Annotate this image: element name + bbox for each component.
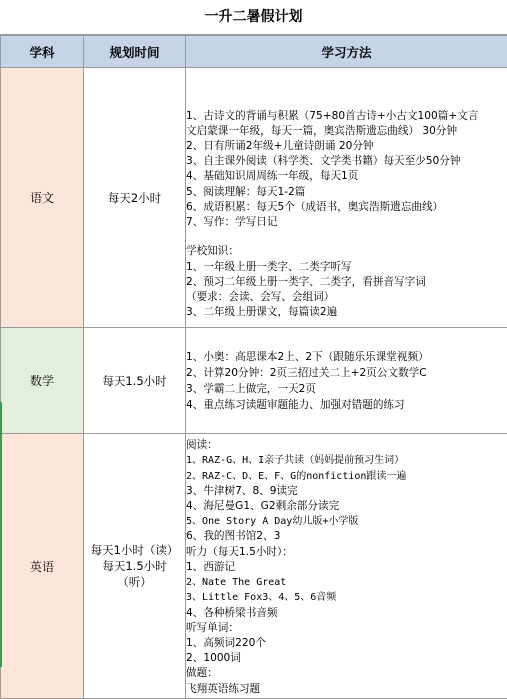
method-line: 1、西游记 [186, 560, 507, 575]
header-method: 学习方法 [186, 36, 507, 68]
time-cell: 每天2小时 [84, 68, 186, 328]
method-line: 阅读： [186, 438, 507, 453]
header-subject: 学科 [1, 36, 84, 68]
method-line: 2、计算20分钟：2页三招过关二上+2页公文数学C [186, 365, 507, 381]
method-line: 2、1000词 [186, 651, 507, 666]
method-line: 6、成语积累：每天5个（成语书，奥宾浩斯遗忘曲线） [186, 200, 507, 215]
header-row [1, 36, 507, 68]
method-line: 1、小奥：高思课本2上、2下（跟随乐乐课堂视频） [186, 349, 507, 365]
subject-cell: 英语 [1, 434, 84, 699]
method-line: 听力（每天1.5小时）： [186, 545, 507, 560]
method-line: 3、Little Fox3、4、5、6音频 [186, 590, 507, 605]
time-cell [84, 434, 186, 699]
method-line: 做题： [186, 666, 507, 681]
subject-cell: 语文 [1, 68, 84, 328]
header-time: 规划时间 [84, 36, 186, 68]
method-line: 7、写作：学写日记 [186, 215, 507, 230]
time-cell: 每天1.5小时 [84, 328, 186, 434]
method-cell [186, 68, 507, 328]
table-row-english [1, 434, 507, 699]
table-row-math [1, 328, 507, 434]
sheet-title: 一升二暑假计划 [0, 0, 507, 35]
selection-edge [0, 402, 2, 667]
method-line: 4、基础知识周周练一年级，每天1页 [186, 169, 507, 184]
method-line: 2、Nate The Great [186, 575, 507, 590]
subject-cell: 数学 [1, 328, 84, 434]
method-line: 3、二年级上册课文，每篇读2遍 [186, 305, 507, 320]
method-line: 听写单词： [186, 621, 507, 636]
method-cell [186, 434, 507, 699]
method-line: 5、阅读理解：每天1-2篇 [186, 185, 507, 200]
method-line: 2、预习二年级上册一类字、二类字，看拼音写字词 [186, 275, 507, 290]
method-line: 文启蒙课一年级，每天一篇，奥宾浩斯遗忘曲线） 30分钟 [186, 124, 507, 139]
time-line: （听） [84, 574, 185, 590]
method-line: 2、日有所诵2年级+儿童诗朗诵 20分钟 [186, 139, 507, 154]
method-line: 1、一年级上册一类字、二类字听写 [186, 260, 507, 275]
time-line: 每天1.5小时 [84, 558, 185, 574]
method-line: 飞翔英语练习题 [186, 682, 507, 697]
method-line: 1、古诗文的背诵与积累（75+80首古诗+小古文100篇+文言 [186, 109, 507, 124]
method-line: 6、我的图书馆2、3 [186, 529, 507, 544]
method-line: 3、牛津树7、8、9读完 [186, 484, 507, 499]
school-title: 学校知识： [186, 244, 507, 259]
method-line: 5、One Story A Day幼儿版+小学版 [186, 514, 507, 529]
method-line: 3、自主课外阅读（科学类、文学类书籍）每天至少50分钟 [186, 154, 507, 169]
method-line: 4、重点练习读题审题能力、加强对错题的练习 [186, 397, 507, 413]
method-line: 4、海尼曼G1、G2剩余部分读完 [186, 499, 507, 514]
method-line: 2、RAZ-C、D、E、F、G的nonfiction跟读一遍 [186, 469, 507, 484]
method-line: 3、学霸二上做完，一天2页 [186, 381, 507, 397]
method-line: 4、各种桥梁书音频 [186, 606, 507, 621]
table-row-chinese [1, 68, 507, 328]
time-line: 每天1小时（读） [84, 542, 185, 558]
method-cell [186, 328, 507, 434]
plan-table [0, 35, 507, 699]
method-line: 1、高频词220个 [186, 636, 507, 651]
method-line: 1、RAZ-G、H、I亲子共读（妈妈提前预习生词） [186, 453, 507, 468]
spacer [186, 230, 507, 244]
method-line: （要求：会读、会写、会组词） [186, 290, 507, 305]
